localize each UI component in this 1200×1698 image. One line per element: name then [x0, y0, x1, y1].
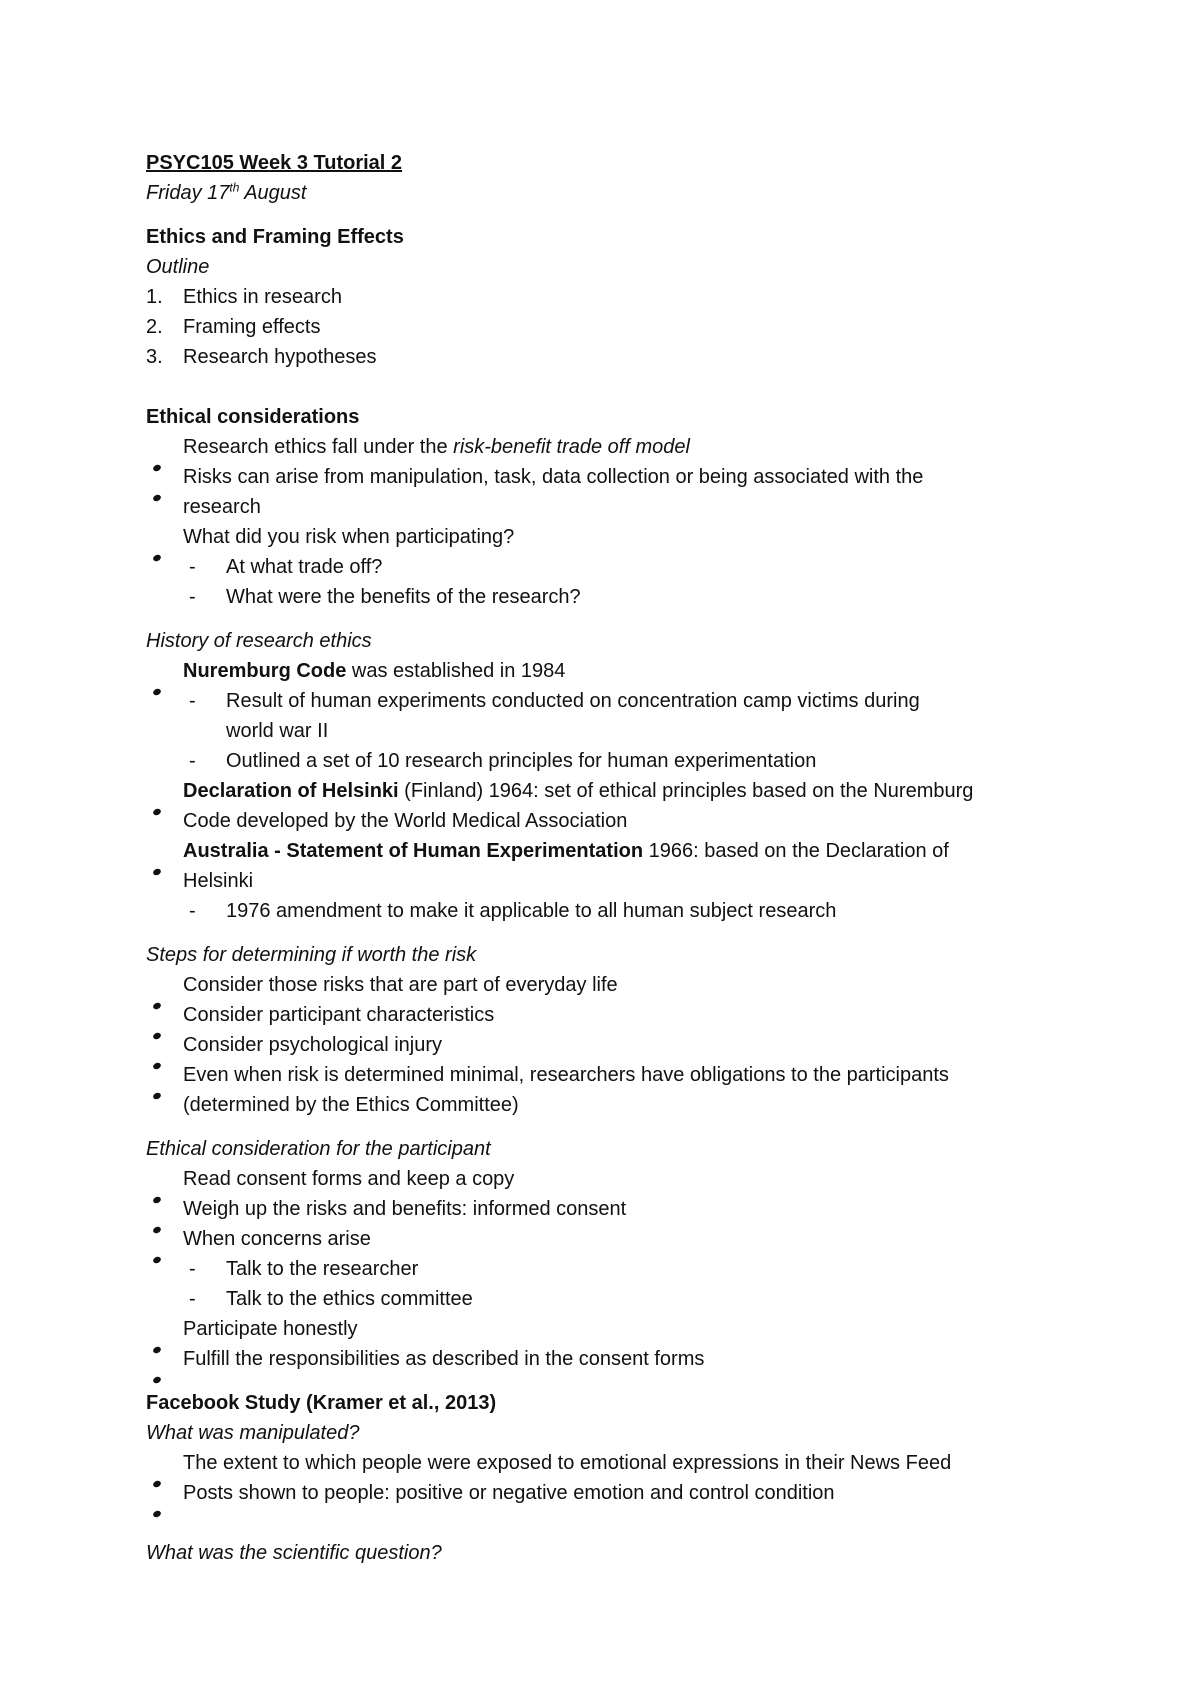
- bullet-item: [146, 1164, 1066, 1194]
- bullet-item: [146, 1314, 1066, 1344]
- bullet-item: [146, 1448, 1066, 1478]
- dash-marker: -: [189, 900, 196, 922]
- dash-marker: -: [189, 586, 196, 608]
- bullet-text: Posts shown to people: positive or negative emotion and control condition: [183, 1482, 835, 1504]
- sub-bullet-text: Talk to the ethics committee: [226, 1288, 473, 1310]
- bullet-text: Consider participant characteristics: [183, 1004, 495, 1026]
- bullet-text: Consider those risks that are part of everyday life: [183, 974, 618, 996]
- section-heading-ethics-framing: Ethics and Framing Effects: [146, 226, 404, 248]
- outline-item: [146, 342, 1066, 372]
- document-title: PSYC105 Week 3 Tutorial 2: [146, 152, 403, 174]
- bullet-text-bold: Australia - Statement of Human Experimentation: [183, 840, 644, 862]
- section-heading-ethical-considerations: Ethical considerations: [146, 406, 360, 428]
- bullet-item: [146, 1478, 1066, 1508]
- outline-item: [146, 312, 1066, 342]
- bullet-text: Weigh up the risks and benefits: informed consent: [183, 1198, 627, 1220]
- dash-marker: -: [189, 1258, 196, 1280]
- date-prefix: Friday 17: [146, 182, 230, 204]
- section-heading-facebook: Facebook Study (Kramer et al., 2013): [146, 1392, 497, 1414]
- bullet-text-italic: risk-benefit trade off model: [453, 436, 690, 458]
- date-superscript: th: [229, 180, 240, 195]
- bullet-item: [146, 836, 1066, 866]
- outline-text: Research hypotheses: [183, 346, 377, 368]
- dash-marker: -: [189, 750, 196, 772]
- bullet-text: Participate honestly: [183, 1318, 358, 1340]
- bullet-continuation: Helsinki: [183, 870, 254, 892]
- bullet-item: [146, 1344, 1066, 1374]
- bullet-continuation: research: [183, 496, 261, 518]
- bullet-text: The extent to which people were exposed to emotional expressions in their News Feed: [183, 1452, 952, 1474]
- bullet-item: [146, 1060, 1066, 1090]
- bullet-continuation: Code developed by the World Medical Association: [183, 810, 628, 832]
- outline-label: Outline: [146, 256, 210, 278]
- bullet-text: was established in 1984: [346, 660, 566, 682]
- bullet-text: Consider psychological injury: [183, 1034, 443, 1056]
- dash-marker: -: [189, 690, 196, 712]
- sub-bullet-text: 1976 amendment to make it applicable to all human subject research: [226, 900, 837, 922]
- bullet-text: Risks can arise from manipulation, task, data collection or being associated with the: [183, 466, 924, 488]
- document-body: [146, 148, 1066, 1568]
- outline-text: Ethics in research: [183, 286, 342, 308]
- outline-number: 2.: [146, 316, 163, 338]
- bullet-item: [146, 522, 1066, 552]
- question-manipulated: What was manipulated?: [146, 1422, 360, 1444]
- bullet-item: [146, 1000, 1066, 1030]
- bullet-text: Fulfill the responsibilities as described in the consent forms: [183, 1348, 705, 1370]
- bullet-text: (Finland) 1964: set of ethical principles based on the Nuremburg: [398, 780, 974, 802]
- bullet-item: [146, 462, 1066, 492]
- bullet-item: [146, 1194, 1066, 1224]
- dash-marker: -: [189, 1288, 196, 1310]
- outline-item: [146, 282, 1066, 312]
- sub-bullet-item: [146, 896, 1066, 926]
- bullet-text-bold: Nuremburg Code: [183, 660, 347, 682]
- sub-bullet-text: At what trade off?: [226, 556, 383, 578]
- outline-number: 1.: [146, 286, 163, 308]
- bullet-text: When concerns arise: [183, 1228, 371, 1250]
- bullet-item: [146, 656, 1066, 686]
- section-heading-history: History of research ethics: [146, 630, 372, 652]
- dash-marker: -: [189, 556, 196, 578]
- sub-bullet-item: [146, 1254, 1066, 1284]
- sub-bullet-text: Talk to the researcher: [226, 1258, 419, 1280]
- sub-bullet-item: [146, 686, 1066, 716]
- bullet-text: Read consent forms and keep a copy: [183, 1168, 515, 1190]
- sub-bullet-item: [146, 582, 1066, 612]
- bullet-item: [146, 970, 1066, 1000]
- bullet-continuation: (determined by the Ethics Committee): [183, 1094, 519, 1116]
- date-suffix: August: [239, 182, 307, 204]
- bullet-text: Even when risk is determined minimal, researchers have obligations to the participants: [183, 1064, 949, 1086]
- sub-bullet-text: Outlined a set of 10 research principles for human experimentation: [226, 750, 817, 772]
- section-heading-steps: Steps for determining if worth the risk: [146, 944, 477, 966]
- outline-number: 3.: [146, 346, 163, 368]
- document-date: [146, 178, 1066, 208]
- sub-bullet-text: Result of human experiments conducted on concentration camp victims during: [226, 690, 920, 712]
- bullet-text-bold: Declaration of Helsinki: [183, 780, 399, 802]
- sub-bullet-item: [146, 746, 1066, 776]
- bullet-text: 1966: based on the Declaration of: [643, 840, 949, 862]
- bullet-item: [146, 1224, 1066, 1254]
- sub-bullet-item: [146, 1284, 1066, 1314]
- bullet-text: Research ethics fall under the: [183, 436, 454, 458]
- outline-text: Framing effects: [183, 316, 321, 338]
- question-scientific: What was the scientific question?: [146, 1542, 442, 1564]
- sub-bullet-continuation: world war II: [226, 720, 329, 742]
- section-heading-participant: Ethical consideration for the participant: [146, 1138, 491, 1160]
- sub-bullet-text: What were the benefits of the research?: [226, 586, 581, 608]
- bullet-text: What did you risk when participating?: [183, 526, 515, 548]
- sub-bullet-item: [146, 552, 1066, 582]
- bullet-item: [146, 432, 1066, 462]
- bullet-item: [146, 1030, 1066, 1060]
- bullet-item: [146, 776, 1066, 806]
